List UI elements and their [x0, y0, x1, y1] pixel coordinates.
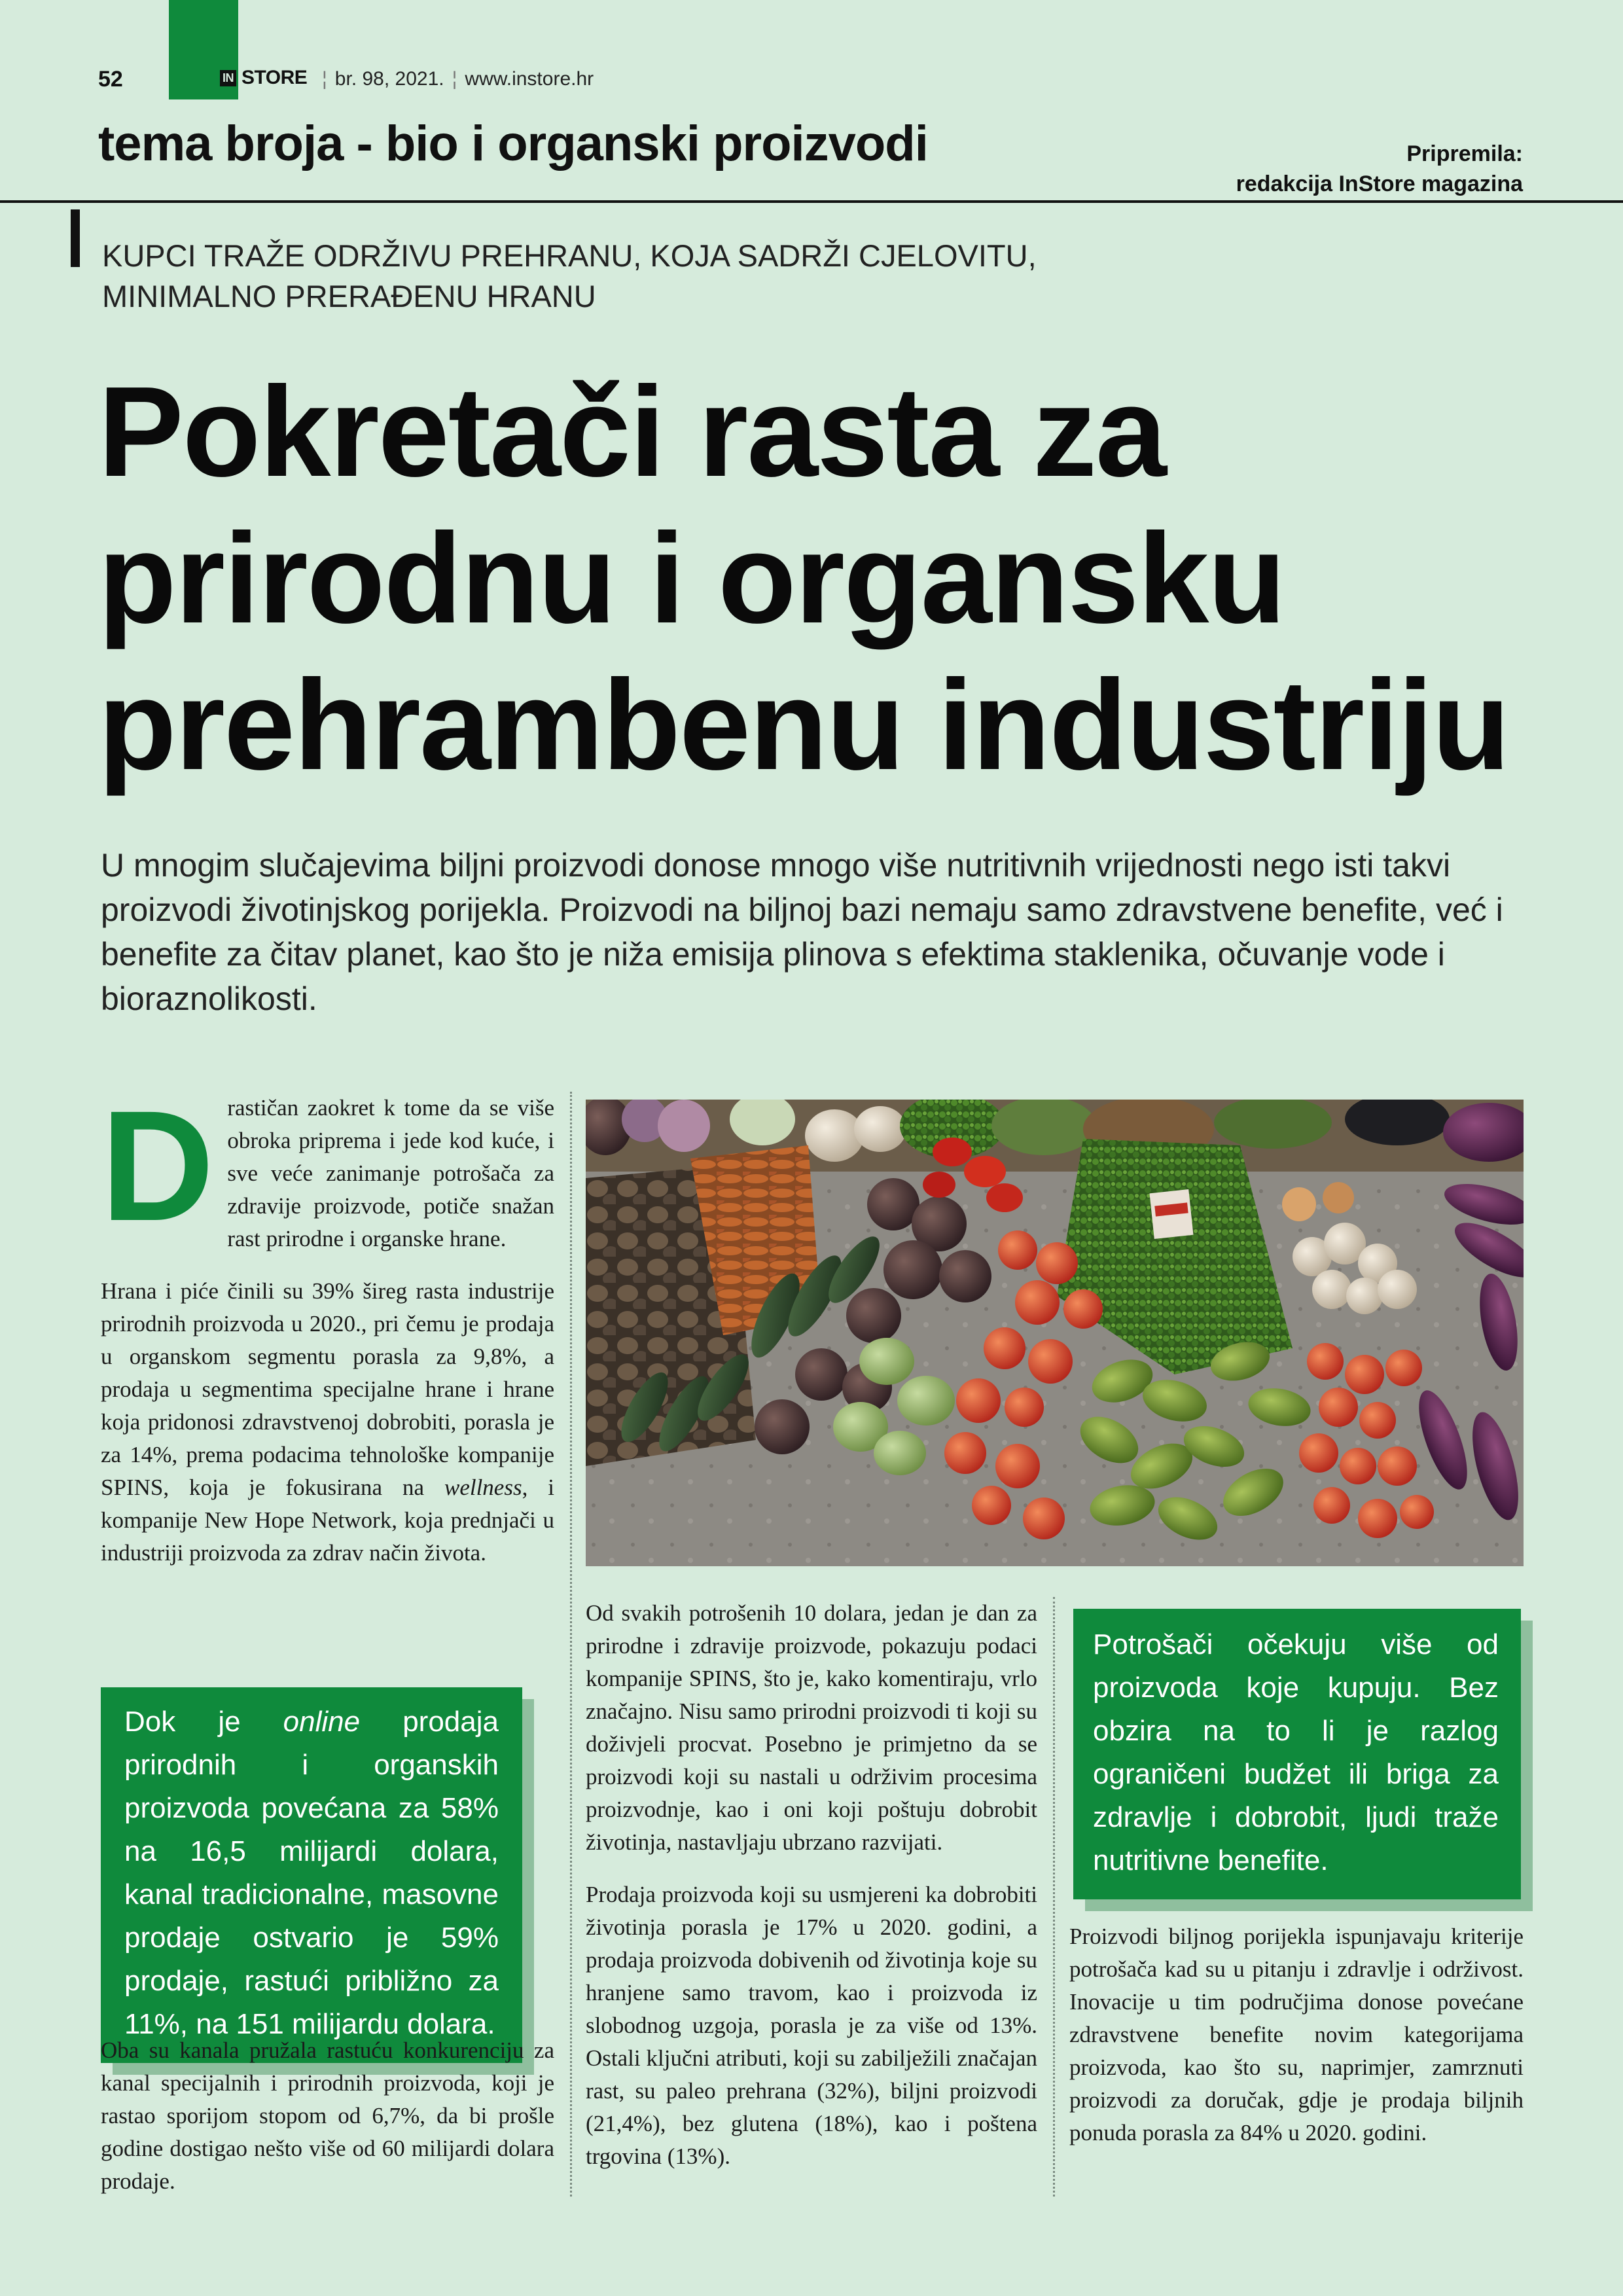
kicker: [102, 236, 1037, 317]
section-title: tema broja - bio i organski proizvodi: [98, 116, 928, 171]
pull1-after: prodaja prirodnih i organskih proizvoda povećana za 58% na 16,5 milijardi dolara, kanal tradicionalne, masovne prodaje ostvario je 59% prodaje, rastući približno za 11%, na 151 milijardu dolara.: [124, 1706, 499, 2040]
credit: [1236, 139, 1523, 199]
column-1-top: [101, 1078, 554, 1589]
credit-name: redakcija InStore magazina: [1236, 171, 1523, 196]
pull-quote-1: [101, 1687, 522, 2063]
kicker-line-1: KUPCI TRAŽE ODRŽIVU PREHRANU, KOJA SADRŽI CJELOVITU,: [102, 238, 1037, 273]
issue-number: br. 98, 2021.: [334, 68, 444, 90]
headline-line-2: prirodnu i organsku: [98, 507, 1285, 650]
pull-quote-2: Potrošači očekuju više od proizvoda koje kupuju. Bez obzira na to li je razlog ograničeni budžet ili briga za zdravlje i dobrobit, ljudi traže nutritivne benefite.: [1073, 1609, 1521, 1899]
col1-paragraph-2: [101, 1275, 554, 1570]
headline-line-1: Pokretači rasta za: [98, 360, 1166, 503]
kicker-line-2: MINIMALNO PRERAĐENU HRANU: [102, 279, 596, 314]
logo-badge: IN: [220, 70, 236, 86]
col1-p2-em: wellness: [444, 1475, 522, 1500]
col1-p2-after: , i kompanije New Hope Network, koja prednjači u industriji proizvoda za zdrav način života.: [101, 1475, 554, 1566]
col1-p1-text: rastičan zaokret k tome da se više obroka priprema i jede kod kuće, i sve veće zanimanje potrošača za zdravije proizvode, potiče snažan rast prirodne i organske hrane.: [227, 1095, 554, 1251]
page-number: 52: [98, 67, 123, 92]
col1-p2-before: Hrana i piće činili su 39% šireg rasta industrije prirodnih proizvoda u 2020., pri čemu je prodaja u organskom segmentu porasla za 9,8%, a prodaja u segmentima specijalne hrane i hrane koja pridonosi zdravstvenoj dobrobiti, porasla je za 14%, prema podacima tehnološke kompanije SPINS, koja je fokusirana na: [101, 1278, 554, 1500]
lead-paragraph: U mnogim slučajevima biljni proizvodi donose mnogo više nutritivnih vrijednosti nego isti takvi proizvodi životinjskog porijekla. Proizvodi na biljnoj bazi nemaju samo zdravstvene benefite, već i benefite za čitav planet, kao što je niža emisija plinova s efektima staklenika, očuvanje vode i bioraznolikosti.: [101, 847, 1503, 1017]
issue-info: ¦ br. 98, 2021. ¦ www.instore.hr: [322, 68, 594, 90]
instore-logo: [220, 67, 307, 89]
header-rule: [0, 200, 1623, 203]
pull1-before: Dok je: [124, 1706, 283, 1738]
logo-text: STORE: [241, 67, 308, 88]
column-2: [586, 1597, 1037, 2193]
column-3: [1069, 1920, 1524, 2169]
column-divider-1: [570, 1092, 572, 2197]
col2-paragraph-1: Od svakih potrošenih 10 dolara, jedan je dan za prirodne i zdravije proizvode, pokazuju podaci kompanije SPINS, što je, kako komentiraju, vrlo značajno. Nisu samo prirodni proizvodi ti koji su doživjeli procvat. Posebno je primjetno da se proizvodi koji su nastali u održivim procesima proizvodnje, kao i oni koji poštuju dobrobit životinja, nastavljaju ubrzano razvijati.: [586, 1600, 1037, 1855]
vegetable-market-photo: [586, 1100, 1524, 1566]
website-link[interactable]: www.instore.hr: [465, 68, 594, 90]
column-1-bottom: [101, 2034, 554, 2217]
headline-line-3: prehrambenu industriju: [98, 653, 1509, 797]
col1-paragraph-3: Oba su kanala pružala rastuću konkurenciju za kanal specijalnih i prirodnih proizvoda, koji je rastao sporijom stopom od 6,7%, da bi prošle godine dostigao nešto više od 60 milijardi dolara prodaje.: [101, 2037, 554, 2194]
pull1-em: online: [283, 1706, 361, 1738]
column-divider-2: [1053, 1597, 1055, 2197]
credit-label: Pripremila:: [1406, 141, 1523, 166]
drop-cap: D: [101, 1078, 215, 1253]
col1-paragraph-1: [101, 1078, 554, 1255]
col2-paragraph-2: Prodaja proizvoda koji su usmjereni ka dobrobiti životinja porasla je 17% u 2020. godini, a prodaja proizvoda dobivenih od životinja koje su hranjene samo travom, kao i proizvoda iz slobodnog uzgoja, porasla je za više od 13%. Ostali ključni atributi, koji su zabilježili značajan rast, su paleo prehrana (32%), biljni proizvodi (21,4%), bez glutena (18%), kao i poštena trgovina (13%).: [586, 1882, 1037, 2169]
kicker-bar: [71, 209, 80, 267]
headline: [98, 359, 1509, 798]
col3-paragraph-1: Proizvodi biljnog porijekla ispunjavaju kriterije potrošača kad su u pitanju i zdravlje i održivost. Inovacije u tim područjima donose povećane zdravstvene benefite novim kategorijama proizvoda, kao što su, naprimjer, zamrznuti proizvodi za doručak, gdje je prodaja biljnih ponuda porasla za 84% u 2020. godini.: [1069, 1924, 1524, 2145]
